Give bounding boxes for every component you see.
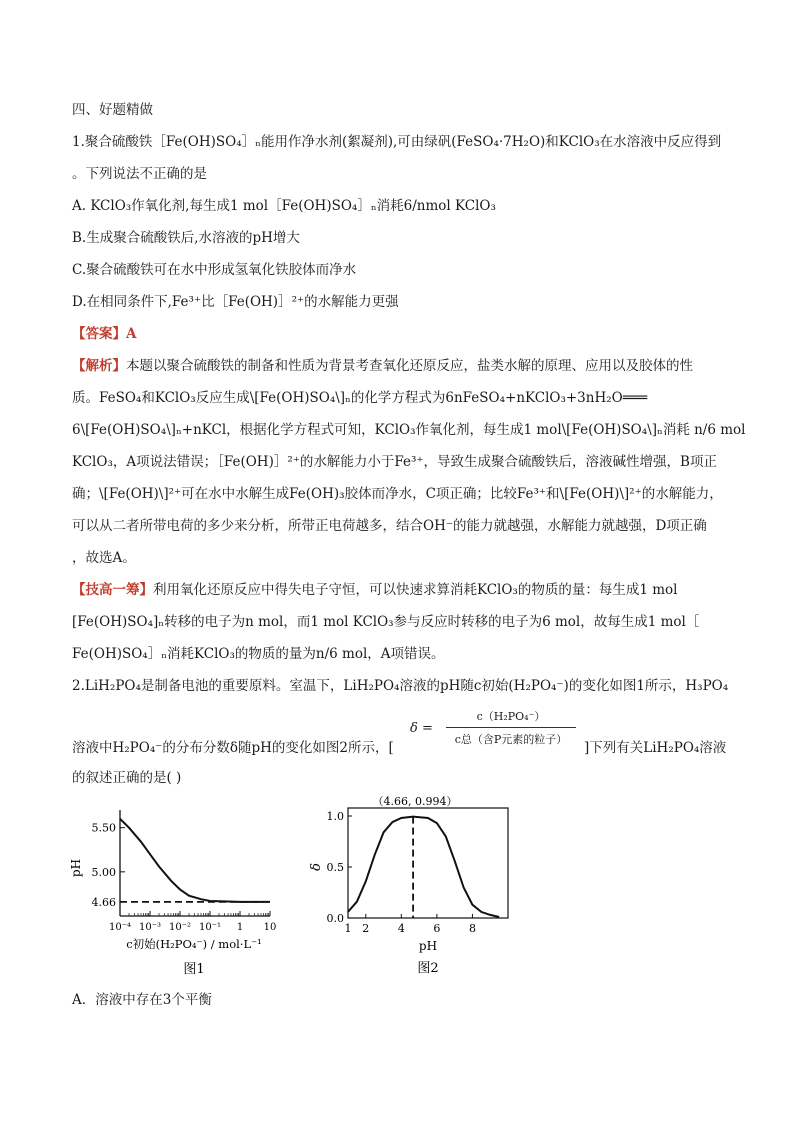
figure-2-y-tick-label: 1.0 — [326, 810, 344, 823]
tip-tag: 【技高一筹】 — [72, 582, 153, 598]
figure-1-x-tick-label: 10⁻³ — [138, 922, 162, 933]
q1-analysis-line2: 质。FeSO₄和KClO₃反应生成\[Fe(OH)SO₄\]ₙ的化学方程式为6nFeSO₄+nKClO₃+3nH₂O═══ — [72, 390, 648, 406]
figure-1-x-tick-label: 10⁻⁴ — [108, 922, 132, 933]
figure-2-x-tick-label: 8 — [468, 922, 476, 935]
analysis-tag: 【解析】 — [72, 358, 126, 374]
figure-2-delta-vs-ph — [310, 792, 520, 984]
q2-stem-line3: 的叙述正确的是( ) — [72, 770, 182, 786]
q1-tip-line1: 【技高一筹】利用氧化还原反应中得失电子守恒，可以快速求算消耗KClO₃的物质的量：每生成1 mol — [72, 582, 678, 598]
figure-1-x-tick-label: 10⁻¹ — [198, 922, 222, 933]
q1-analysis-line1: 【解析】本题以聚合硫酸铁的制备和性质为背景考查氧化还原反应，盐类水解的原理、应用以及胶体的性 — [72, 358, 693, 374]
q2-stem-line2-left: 溶液中H₂PO₄⁻的分布分数δ随pH的变化如图2所示，[ — [72, 740, 394, 756]
ph-curve — [120, 819, 270, 902]
q1-analysis-line6: 可以从二者所带电荷的多少来分析，所带正电荷越多，结合OH⁻的能力就越强，水解能力就越强，D项正确 — [72, 518, 707, 534]
q1-analysis-line7: ，故选A。 — [72, 550, 136, 566]
q1-analysis-line4: KClO₃，A项说法错误；［Fe(OH)］²⁺的水解能力小于Fe³⁺，导致生成聚合硫酸铁后，溶液碱性增强，B项正 — [72, 454, 717, 470]
q1-stem-line2: 。下列说法不正确的是 — [72, 166, 207, 182]
q1-option-c: C.聚合硫酸铁可在水中形成氢氧化铁胶体而净水 — [72, 262, 357, 278]
figure-1-y-tick-label: 5.00 — [91, 865, 116, 879]
section-heading: 四、好题精做 — [72, 102, 153, 118]
distribution-fraction-formula — [410, 708, 580, 752]
figure-1-ph-vs-concentration — [69, 798, 292, 983]
formula-denominator: c总（含P元素的粒子） — [454, 733, 568, 746]
q2-stem-line2-right: ]下列有关LiH₂PO₄溶液 — [584, 740, 727, 756]
figure-2-title: 图2 — [417, 961, 439, 976]
figure-2-y-tick-label: 0.0 — [326, 912, 344, 925]
figure-2-annotation: （4.66, 0.994） — [372, 795, 458, 808]
figure-1-x-tick-label: 10 — [263, 922, 277, 933]
figure-1-ylabel: pH — [69, 858, 83, 878]
figure-1-y-tick-label: 5.50 — [91, 821, 116, 835]
q2-stem-line1: 2.LiH₂PO₄是制备电池的重要原料。室温下，LiH₂PO₄溶液的pH随c初始(H₂PO₄⁻)的变化如图1所示，H₃PO₄ — [72, 678, 729, 694]
delta-curve — [348, 817, 499, 917]
figure-1-xlabel: c初始(H₂PO₄⁻) / mol·L⁻¹ — [126, 937, 262, 951]
q1-analysis-line3: 6\[Fe(OH)SO₄\]ₙ+nKCl，根据化学方程式可知，KClO₃作氧化剂，每生成1 mol\[Fe(OH)SO₄\]ₙ消耗 n/6 mol — [72, 422, 746, 438]
formula-numerator: c（H₂PO₄⁻） — [476, 710, 546, 723]
figure-2-x-tick-label: 1 — [344, 922, 352, 935]
q1-option-b: B.生成聚合硫酸铁后,水溶液的pH增大 — [72, 230, 300, 246]
figure-2-x-tick-label: 4 — [397, 922, 405, 935]
q1-option-d: D.在相同条件下,Fe³⁺比［Fe(OH)］²⁺的水解能力更强 — [72, 294, 399, 310]
figure-1-x-tick-label: 1 — [236, 922, 244, 933]
figure-1-title: 图1 — [183, 962, 205, 977]
q1-stem-line1: 1.聚合硫酸铁［Fe(OH)SO₄］ₙ能用作净水剂(絮凝剂),可由绿矾(FeSO₄·7H₂O)和KClO₃在水溶液中反应得到 — [72, 134, 722, 150]
figure-2-xlabel: pH — [418, 939, 438, 953]
figure-2-x-tick-label: 2 — [362, 922, 370, 935]
figure-2-ylabel: δ — [309, 863, 324, 871]
q1-option-a: A. KClO₃作氧化剂,每生成1 mol［Fe(OH)SO₄］ₙ消耗6/nmol KClO₃ — [72, 198, 496, 214]
figure-2-x-tick-label: 6 — [433, 922, 441, 935]
figure-2-y-tick-label: 0.5 — [326, 861, 344, 874]
q1-answer: 【答案】A — [72, 326, 137, 342]
q1-tip-line2: [Fe(OH)SO₄]ₙ转移的电子为n mol，而1 mol KClO₃参与反应时转移的电子为6 mol，故每生成1 mol［ — [72, 614, 700, 630]
q1-tip-line3: Fe(OH)SO₄］ₙ消耗KClO₃的物质的量为n/6 mol，A项错误。 — [72, 646, 445, 662]
fraction-bar — [446, 727, 576, 728]
q1-analysis-line5: 确；\[Fe(OH)\]²⁺可在水中水解生成Fe(OH)₃胶体而净水，C项正确；比较Fe³⁺和\[Fe(OH)\]²⁺的水解能力， — [72, 486, 723, 502]
q2-option-a: A．溶液中存在3个平衡 — [72, 992, 212, 1008]
figure-1-x-tick-label: 10⁻² — [168, 922, 192, 933]
figure-1-y-tick-label: 4.66 — [91, 895, 116, 909]
formula-delta: δ = — [410, 721, 433, 736]
